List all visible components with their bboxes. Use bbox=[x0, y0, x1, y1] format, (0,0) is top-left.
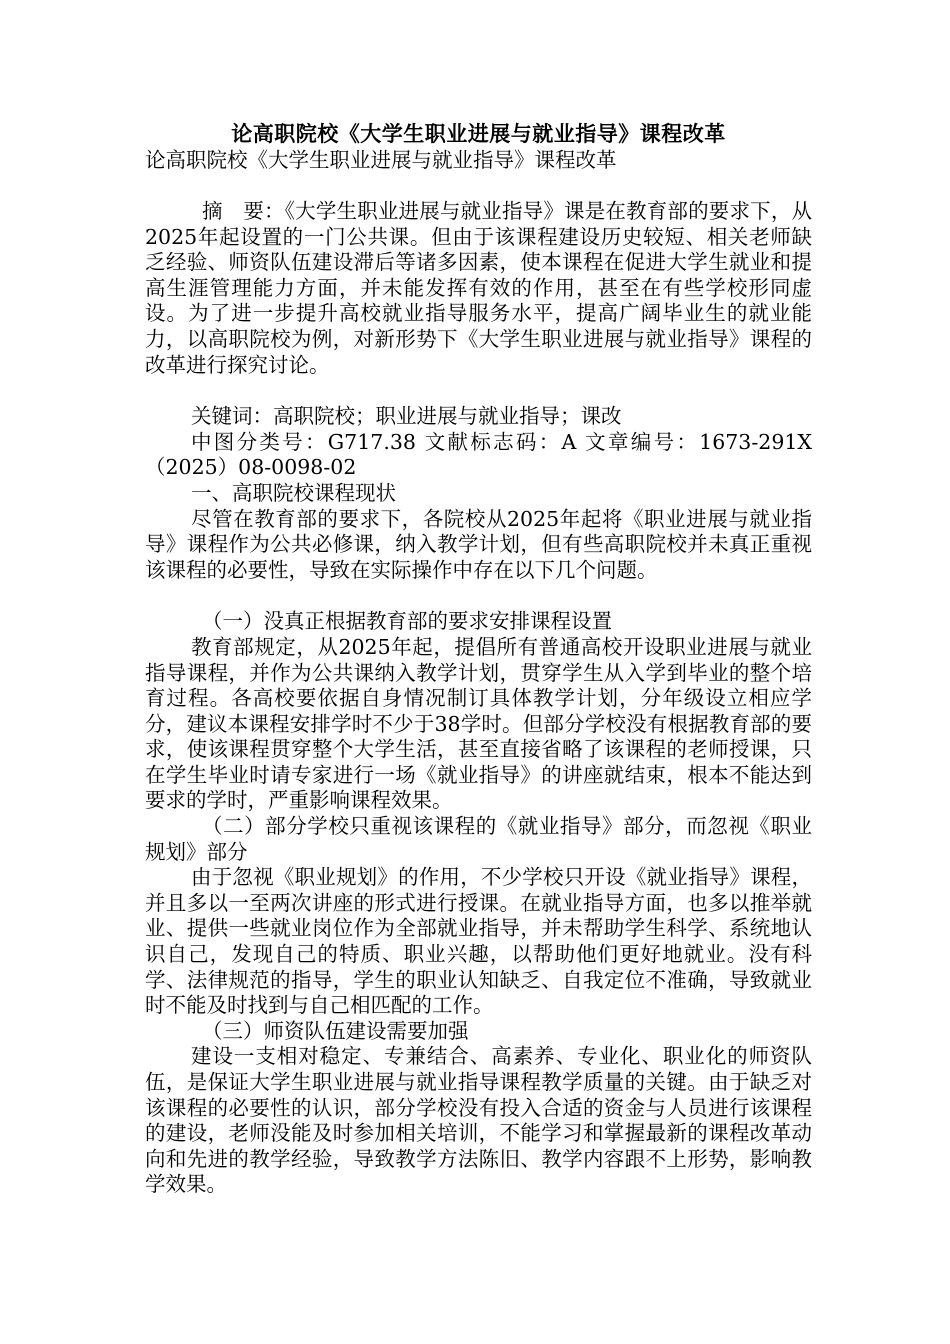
subsection-paragraph-2: 由于忽视《职业规划》的作用，不少学校只开设《就业指导》课程，并且多以一至两次讲座的形式进行授课。在就业指导方面，也多以推举就业、提供一些就业岗位作为全部就业指导，并未帮助学生科学、系统地认识自己，发现自己的特质、职业兴趣，以帮助他们更好地就业。没有科学、法律规范的指导，学生的职业认知缺乏、自我定位不准确，导致就业时不能及时找到与自己相匹配的工作。 bbox=[145, 865, 812, 1018]
document-subtitle: 论高职院校《大学生职业进展与就业指导》课程改革 bbox=[145, 148, 617, 172]
keywords-line: 关键词：高职院校；职业进展与就业指导；课改 bbox=[191, 404, 622, 429]
spacer bbox=[145, 378, 812, 404]
subsection-heading-1: （一）没真正根据教育部的要求安排课程设置 bbox=[202, 609, 612, 634]
subsection-heading-3: （三）师资队伍建设需要加强 bbox=[202, 1018, 469, 1043]
section-heading-1: 一、高职院校课程现状 bbox=[191, 480, 396, 505]
subsection-paragraph-1: 教育部规定，从2025年起，提倡所有普通高校开设职业进展与就业指导课程，并作为公共课纳入教学计划，贯穿学生从入学到毕业的整个培育过程。各高校要依据自身情况制订具体教学计划，分年级设立相应学分，建议本课程安排学时不少于38学时。但部分学校没有根据教育部的要求，使该课程贯穿整个大学生活，甚至直接省略了该课程的老师授课，只在学生毕业时请专家进行一场《就业指导》的讲座就结束，根本不能达到要求的学时，严重影响课程效果。 bbox=[145, 634, 812, 813]
subsection-paragraph-3: 建设一支相对稳定、专兼结合、高素养、专业化、职业化的师资队伍，是保证大学生职业进展与就业指导课程教学质量的关键。由于缺乏对该课程的必要性的认识，部分学校没有投入合适的资金与人员进行该课程的建设，老师没能及时参加相关培训，不能学习和掌握最新的课程改革动向和先进的教学经验，导致教学方法陈旧、教学内容跟不上形势，影响教学效果。 bbox=[145, 1044, 812, 1197]
spacer bbox=[145, 583, 812, 609]
section-paragraph-1: 尽管在教育部的要求下，各院校从2025年起将《职业进展与就业指导》课程作为公共必修课，纳入教学计划，但有些高职院校并未真正重视该课程的必要性，导致在实际操作中存在以下几个问题。 bbox=[145, 506, 812, 582]
abstract-paragraph: 摘 要：《大学生职业进展与就业指导》课是在教育部的要求下，从2025年起设置的一门公共课。但由于该课程建设历史较短、相关老师缺乏经验、师资队伍建设滞后等诸多因素，使本课程在促进大学生就业和提高生涯管理能力方面，并未能发挥有效的作用，甚至在有些学校形同虚设。为了进一步提升高校就业指导服务水平，提高广阔毕业生的就业能力，以高职院校为例，对新形势下《大学生职业进展与就业指导》课程的改革进行探究讨论。 bbox=[145, 199, 812, 377]
spacer bbox=[145, 173, 812, 199]
classification-line: 中图分类号：G717.38 文献标志码：A 文章编号：1673-291X（2025）08-0098-02 bbox=[145, 429, 812, 480]
subsection-heading-2: （二）部分学校只重视该课程的《就业指导》部分，而忽视《职业规划》部分 bbox=[145, 814, 812, 864]
document-title: 论高职院校《大学生职业进展与就业指导》课程改革 bbox=[231, 121, 726, 146]
